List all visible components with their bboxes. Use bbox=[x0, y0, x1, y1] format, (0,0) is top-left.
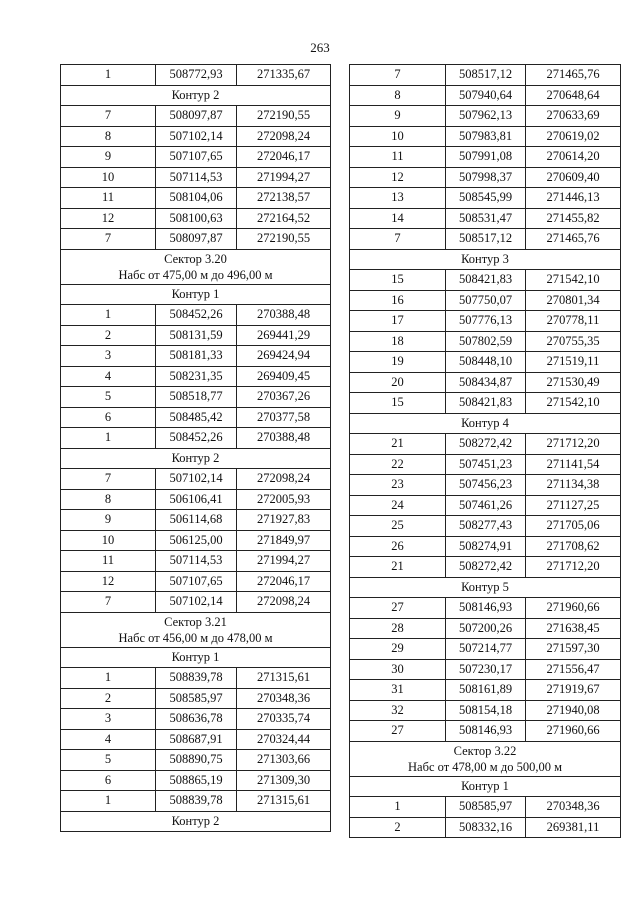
point-number: 11 bbox=[350, 147, 446, 168]
point-number: 12 bbox=[350, 167, 446, 188]
point-number: 3 bbox=[61, 709, 156, 730]
coordinate-row bbox=[61, 325, 331, 346]
x-coordinate: 508452,26 bbox=[156, 428, 237, 449]
point-number: 16 bbox=[350, 290, 446, 311]
coordinate-row bbox=[61, 305, 331, 326]
y-coordinate: 272098,24 bbox=[237, 126, 331, 147]
point-number: 10 bbox=[61, 167, 156, 188]
contour-header-row bbox=[350, 413, 621, 434]
sector-header-row bbox=[61, 249, 331, 284]
contour-header-row bbox=[61, 647, 331, 668]
coordinate-row bbox=[350, 106, 621, 127]
coordinate-row bbox=[350, 393, 621, 414]
y-coordinate: 271465,76 bbox=[526, 229, 621, 250]
y-coordinate: 270614,20 bbox=[526, 147, 621, 168]
x-coordinate: 508839,78 bbox=[156, 668, 237, 689]
x-coordinate: 507114,53 bbox=[156, 167, 237, 188]
contour-header: Контур 3 bbox=[350, 249, 621, 270]
coordinate-row bbox=[350, 147, 621, 168]
y-coordinate: 270348,36 bbox=[237, 688, 331, 709]
point-number: 18 bbox=[350, 331, 446, 352]
point-number: 2 bbox=[350, 817, 446, 838]
x-coordinate: 507102,14 bbox=[156, 126, 237, 147]
coordinate-row bbox=[350, 536, 621, 557]
y-coordinate: 270778,11 bbox=[526, 311, 621, 332]
coordinate-row bbox=[61, 188, 331, 209]
sector-title: Сектор 3.21 bbox=[164, 614, 227, 629]
coordinate-row bbox=[61, 592, 331, 613]
coordinate-row bbox=[350, 434, 621, 455]
coordinate-row bbox=[61, 551, 331, 572]
point-number: 5 bbox=[61, 750, 156, 771]
x-coordinate: 507802,59 bbox=[446, 331, 526, 352]
coordinate-row bbox=[61, 530, 331, 551]
point-number: 30 bbox=[350, 659, 446, 680]
y-coordinate: 270633,69 bbox=[526, 106, 621, 127]
coordinate-row bbox=[350, 188, 621, 209]
point-number: 21 bbox=[350, 557, 446, 578]
point-number: 3 bbox=[61, 346, 156, 367]
x-coordinate: 508272,42 bbox=[446, 557, 526, 578]
x-coordinate: 507451,23 bbox=[446, 454, 526, 475]
coordinate-row bbox=[61, 668, 331, 689]
y-coordinate: 272005,93 bbox=[237, 489, 331, 510]
x-coordinate: 507200,26 bbox=[446, 618, 526, 639]
coordinate-row bbox=[61, 688, 331, 709]
coordinate-row bbox=[61, 469, 331, 490]
x-coordinate: 508545,99 bbox=[446, 188, 526, 209]
y-coordinate: 270335,74 bbox=[237, 709, 331, 730]
coordinate-row bbox=[61, 366, 331, 387]
x-coordinate: 508485,42 bbox=[156, 407, 237, 428]
x-coordinate: 508636,78 bbox=[156, 709, 237, 730]
coordinate-row bbox=[350, 598, 621, 619]
x-coordinate: 508100,63 bbox=[156, 208, 237, 229]
coordinate-row bbox=[61, 407, 331, 428]
y-coordinate: 271960,66 bbox=[526, 721, 621, 742]
coordinate-row bbox=[61, 147, 331, 168]
y-coordinate: 271303,66 bbox=[237, 750, 331, 771]
y-coordinate: 271712,20 bbox=[526, 557, 621, 578]
point-number: 26 bbox=[350, 536, 446, 557]
y-coordinate: 271335,67 bbox=[237, 65, 331, 86]
x-coordinate: 507962,13 bbox=[446, 106, 526, 127]
point-number: 1 bbox=[61, 305, 156, 326]
coordinate-row bbox=[61, 770, 331, 791]
x-coordinate: 508421,83 bbox=[446, 393, 526, 414]
coordinate-row bbox=[350, 65, 621, 86]
x-coordinate: 507107,65 bbox=[156, 571, 237, 592]
x-coordinate: 508452,26 bbox=[156, 305, 237, 326]
y-coordinate: 272046,17 bbox=[237, 147, 331, 168]
sector-header bbox=[61, 612, 331, 647]
contour-header-row bbox=[350, 776, 621, 797]
coordinate-row bbox=[61, 346, 331, 367]
contour-header-row bbox=[61, 448, 331, 469]
y-coordinate: 271849,97 bbox=[237, 530, 331, 551]
coordinate-row bbox=[350, 700, 621, 721]
y-coordinate: 270348,36 bbox=[526, 797, 621, 818]
coordinate-row bbox=[350, 311, 621, 332]
coordinate-row bbox=[350, 797, 621, 818]
y-coordinate: 272046,17 bbox=[237, 571, 331, 592]
x-coordinate: 506125,00 bbox=[156, 530, 237, 551]
y-coordinate: 271708,62 bbox=[526, 536, 621, 557]
x-coordinate: 508421,83 bbox=[446, 270, 526, 291]
contour-header: Контур 2 bbox=[61, 448, 331, 469]
coordinate-row bbox=[61, 167, 331, 188]
y-coordinate: 271960,66 bbox=[526, 598, 621, 619]
y-coordinate: 269424,94 bbox=[237, 346, 331, 367]
coordinate-row bbox=[350, 516, 621, 537]
point-number: 12 bbox=[61, 208, 156, 229]
point-number: 6 bbox=[61, 407, 156, 428]
y-coordinate: 270388,48 bbox=[237, 428, 331, 449]
coordinate-row bbox=[350, 270, 621, 291]
y-coordinate: 271455,82 bbox=[526, 208, 621, 229]
coordinate-row bbox=[350, 659, 621, 680]
x-coordinate: 508146,93 bbox=[446, 721, 526, 742]
y-coordinate: 272164,52 bbox=[237, 208, 331, 229]
x-coordinate: 508585,97 bbox=[156, 688, 237, 709]
x-coordinate: 507230,17 bbox=[446, 659, 526, 680]
point-number: 9 bbox=[61, 147, 156, 168]
x-coordinate: 507998,37 bbox=[446, 167, 526, 188]
point-number: 27 bbox=[350, 598, 446, 619]
point-number: 15 bbox=[350, 270, 446, 291]
point-number: 27 bbox=[350, 721, 446, 742]
coordinate-row bbox=[350, 372, 621, 393]
x-coordinate: 507750,07 bbox=[446, 290, 526, 311]
x-coordinate: 508272,42 bbox=[446, 434, 526, 455]
point-number: 31 bbox=[350, 680, 446, 701]
coordinate-row bbox=[350, 475, 621, 496]
point-number: 8 bbox=[350, 85, 446, 106]
y-coordinate: 269441,29 bbox=[237, 325, 331, 346]
coordinate-row bbox=[350, 229, 621, 250]
contour-header: Контур 4 bbox=[350, 413, 621, 434]
y-coordinate: 272138,57 bbox=[237, 188, 331, 209]
point-number: 7 bbox=[61, 229, 156, 250]
sector-elevation-range: Набс от 456,00 м до 478,00 м bbox=[118, 630, 273, 645]
x-coordinate: 507461,26 bbox=[446, 495, 526, 516]
y-coordinate: 271465,76 bbox=[526, 65, 621, 86]
x-coordinate: 508146,93 bbox=[446, 598, 526, 619]
y-coordinate: 271134,38 bbox=[526, 475, 621, 496]
point-number: 10 bbox=[61, 530, 156, 551]
point-number: 14 bbox=[350, 208, 446, 229]
sector-title: Сектор 3.22 bbox=[453, 743, 517, 758]
point-number: 11 bbox=[61, 551, 156, 572]
coordinate-row bbox=[61, 750, 331, 771]
point-number: 19 bbox=[350, 352, 446, 373]
x-coordinate: 508274,91 bbox=[446, 536, 526, 557]
contour-header-row bbox=[61, 85, 331, 106]
y-coordinate: 270367,26 bbox=[237, 387, 331, 408]
point-number: 23 bbox=[350, 475, 446, 496]
point-number: 1 bbox=[61, 668, 156, 689]
x-coordinate: 508104,06 bbox=[156, 188, 237, 209]
point-number: 10 bbox=[350, 126, 446, 147]
point-number: 4 bbox=[61, 366, 156, 387]
point-number: 15 bbox=[350, 393, 446, 414]
point-number: 4 bbox=[61, 729, 156, 750]
coordinate-row bbox=[350, 680, 621, 701]
point-number: 11 bbox=[61, 188, 156, 209]
y-coordinate: 271597,30 bbox=[526, 639, 621, 660]
sector-header bbox=[61, 249, 331, 284]
coordinate-row bbox=[350, 495, 621, 516]
x-coordinate: 507102,14 bbox=[156, 469, 237, 490]
x-coordinate: 508531,47 bbox=[446, 208, 526, 229]
page-number: 263 bbox=[310, 40, 330, 55]
x-coordinate: 508131,59 bbox=[156, 325, 237, 346]
sector-header-row bbox=[61, 612, 331, 647]
y-coordinate: 272098,24 bbox=[237, 592, 331, 613]
y-coordinate: 269409,45 bbox=[237, 366, 331, 387]
y-coordinate: 271315,61 bbox=[237, 791, 331, 812]
y-coordinate: 271127,25 bbox=[526, 495, 621, 516]
y-coordinate: 271315,61 bbox=[237, 668, 331, 689]
coordinate-row bbox=[350, 167, 621, 188]
point-number: 5 bbox=[61, 387, 156, 408]
x-coordinate: 508517,12 bbox=[446, 229, 526, 250]
point-number: 1 bbox=[61, 791, 156, 812]
point-number: 21 bbox=[350, 434, 446, 455]
coordinate-row bbox=[61, 510, 331, 531]
y-coordinate: 271705,06 bbox=[526, 516, 621, 537]
point-number: 7 bbox=[350, 65, 446, 86]
y-coordinate: 271141,54 bbox=[526, 454, 621, 475]
x-coordinate: 508517,12 bbox=[446, 65, 526, 86]
coordinate-row bbox=[350, 126, 621, 147]
x-coordinate: 508231,35 bbox=[156, 366, 237, 387]
point-number: 20 bbox=[350, 372, 446, 393]
x-coordinate: 508434,87 bbox=[446, 372, 526, 393]
coordinate-row bbox=[350, 352, 621, 373]
x-coordinate: 508161,89 bbox=[446, 680, 526, 701]
y-coordinate: 271919,67 bbox=[526, 680, 621, 701]
y-coordinate: 271940,08 bbox=[526, 700, 621, 721]
point-number: 1 bbox=[350, 797, 446, 818]
contour-header: Контур 2 bbox=[61, 811, 331, 832]
y-coordinate: 271994,27 bbox=[237, 167, 331, 188]
point-number: 22 bbox=[350, 454, 446, 475]
y-coordinate: 271446,13 bbox=[526, 188, 621, 209]
y-coordinate: 272190,55 bbox=[237, 106, 331, 127]
point-number: 9 bbox=[61, 510, 156, 531]
y-coordinate: 271309,30 bbox=[237, 770, 331, 791]
coordinate-row bbox=[350, 557, 621, 578]
y-coordinate: 269381,11 bbox=[526, 817, 621, 838]
x-coordinate: 506114,68 bbox=[156, 510, 237, 531]
x-coordinate: 507114,53 bbox=[156, 551, 237, 572]
y-coordinate: 270619,02 bbox=[526, 126, 621, 147]
point-number: 7 bbox=[61, 469, 156, 490]
point-number: 17 bbox=[350, 311, 446, 332]
contour-header-row bbox=[61, 811, 331, 832]
x-coordinate: 508865,19 bbox=[156, 770, 237, 791]
x-coordinate: 507456,23 bbox=[446, 475, 526, 496]
x-coordinate: 508687,91 bbox=[156, 729, 237, 750]
point-number: 7 bbox=[350, 229, 446, 250]
contour-header: Контур 2 bbox=[61, 85, 331, 106]
x-coordinate: 507983,81 bbox=[446, 126, 526, 147]
y-coordinate: 271542,10 bbox=[526, 270, 621, 291]
sector-elevation-range: Набс от 478,00 м до 500,00 м bbox=[408, 759, 562, 774]
y-coordinate: 270648,64 bbox=[526, 85, 621, 106]
point-number: 1 bbox=[61, 428, 156, 449]
point-number: 28 bbox=[350, 618, 446, 639]
x-coordinate: 508772,93 bbox=[156, 65, 237, 86]
point-number: 2 bbox=[61, 325, 156, 346]
y-coordinate: 271927,83 bbox=[237, 510, 331, 531]
coordinate-row bbox=[61, 428, 331, 449]
y-coordinate: 270755,35 bbox=[526, 331, 621, 352]
point-number: 8 bbox=[61, 126, 156, 147]
sector-title: Сектор 3.20 bbox=[164, 251, 227, 266]
x-coordinate: 508585,97 bbox=[446, 797, 526, 818]
coordinate-row bbox=[61, 65, 331, 86]
x-coordinate: 508839,78 bbox=[156, 791, 237, 812]
y-coordinate: 271994,27 bbox=[237, 551, 331, 572]
point-number: 32 bbox=[350, 700, 446, 721]
coordinate-row bbox=[61, 208, 331, 229]
point-number: 12 bbox=[61, 571, 156, 592]
y-coordinate: 271519,11 bbox=[526, 352, 621, 373]
contour-header: Контур 1 bbox=[61, 647, 331, 668]
coordinate-row bbox=[61, 229, 331, 250]
contour-header: Контур 1 bbox=[350, 776, 621, 797]
coordinate-row bbox=[61, 571, 331, 592]
contour-header-row bbox=[61, 284, 331, 305]
y-coordinate: 270377,58 bbox=[237, 407, 331, 428]
coordinate-row bbox=[350, 85, 621, 106]
coordinate-row bbox=[350, 208, 621, 229]
y-coordinate: 271530,49 bbox=[526, 372, 621, 393]
point-number: 29 bbox=[350, 639, 446, 660]
point-number: 7 bbox=[61, 106, 156, 127]
sector-header-row bbox=[350, 741, 621, 776]
coordinate-row bbox=[61, 709, 331, 730]
sector-header bbox=[350, 741, 621, 776]
y-coordinate: 271712,20 bbox=[526, 434, 621, 455]
contour-header-row bbox=[350, 577, 621, 598]
x-coordinate: 508181,33 bbox=[156, 346, 237, 367]
contour-header-row bbox=[350, 249, 621, 270]
sector-elevation-range: Набс от 475,00 м до 496,00 м bbox=[118, 267, 273, 282]
left-coordinates-table bbox=[60, 64, 330, 832]
contour-header: Контур 1 bbox=[61, 284, 331, 305]
y-coordinate: 270801,34 bbox=[526, 290, 621, 311]
x-coordinate: 508332,16 bbox=[446, 817, 526, 838]
x-coordinate: 507214,77 bbox=[446, 639, 526, 660]
y-coordinate: 270609,40 bbox=[526, 167, 621, 188]
y-coordinate: 272190,55 bbox=[237, 229, 331, 250]
coordinate-row bbox=[61, 791, 331, 812]
x-coordinate: 508518,77 bbox=[156, 387, 237, 408]
y-coordinate: 270324,44 bbox=[237, 729, 331, 750]
coordinate-row bbox=[61, 387, 331, 408]
point-number: 8 bbox=[61, 489, 156, 510]
coordinate-row bbox=[350, 618, 621, 639]
coordinate-row bbox=[350, 454, 621, 475]
x-coordinate: 507107,65 bbox=[156, 147, 237, 168]
point-number: 1 bbox=[61, 65, 156, 86]
coordinate-row bbox=[350, 817, 621, 838]
x-coordinate: 507940,64 bbox=[446, 85, 526, 106]
contour-header: Контур 5 bbox=[350, 577, 621, 598]
y-coordinate: 271638,45 bbox=[526, 618, 621, 639]
coordinate-row bbox=[350, 290, 621, 311]
coordinate-row bbox=[61, 729, 331, 750]
coordinate-row bbox=[350, 721, 621, 742]
x-coordinate: 508097,87 bbox=[156, 106, 237, 127]
x-coordinate: 508154,18 bbox=[446, 700, 526, 721]
x-coordinate: 506106,41 bbox=[156, 489, 237, 510]
coordinate-row bbox=[61, 106, 331, 127]
right-coordinates-table bbox=[349, 64, 620, 838]
x-coordinate: 508277,43 bbox=[446, 516, 526, 537]
x-coordinate: 507776,13 bbox=[446, 311, 526, 332]
point-number: 25 bbox=[350, 516, 446, 537]
y-coordinate: 270388,48 bbox=[237, 305, 331, 326]
coordinate-row bbox=[61, 126, 331, 147]
x-coordinate: 508448,10 bbox=[446, 352, 526, 373]
point-number: 2 bbox=[61, 688, 156, 709]
x-coordinate: 507991,08 bbox=[446, 147, 526, 168]
coordinate-row bbox=[350, 639, 621, 660]
point-number: 7 bbox=[61, 592, 156, 613]
coordinate-row bbox=[350, 331, 621, 352]
point-number: 6 bbox=[61, 770, 156, 791]
y-coordinate: 271556,47 bbox=[526, 659, 621, 680]
point-number: 24 bbox=[350, 495, 446, 516]
x-coordinate: 507102,14 bbox=[156, 592, 237, 613]
y-coordinate: 271542,10 bbox=[526, 393, 621, 414]
coordinate-row bbox=[61, 489, 331, 510]
x-coordinate: 508890,75 bbox=[156, 750, 237, 771]
point-number: 13 bbox=[350, 188, 446, 209]
y-coordinate: 272098,24 bbox=[237, 469, 331, 490]
point-number: 9 bbox=[350, 106, 446, 127]
x-coordinate: 508097,87 bbox=[156, 229, 237, 250]
